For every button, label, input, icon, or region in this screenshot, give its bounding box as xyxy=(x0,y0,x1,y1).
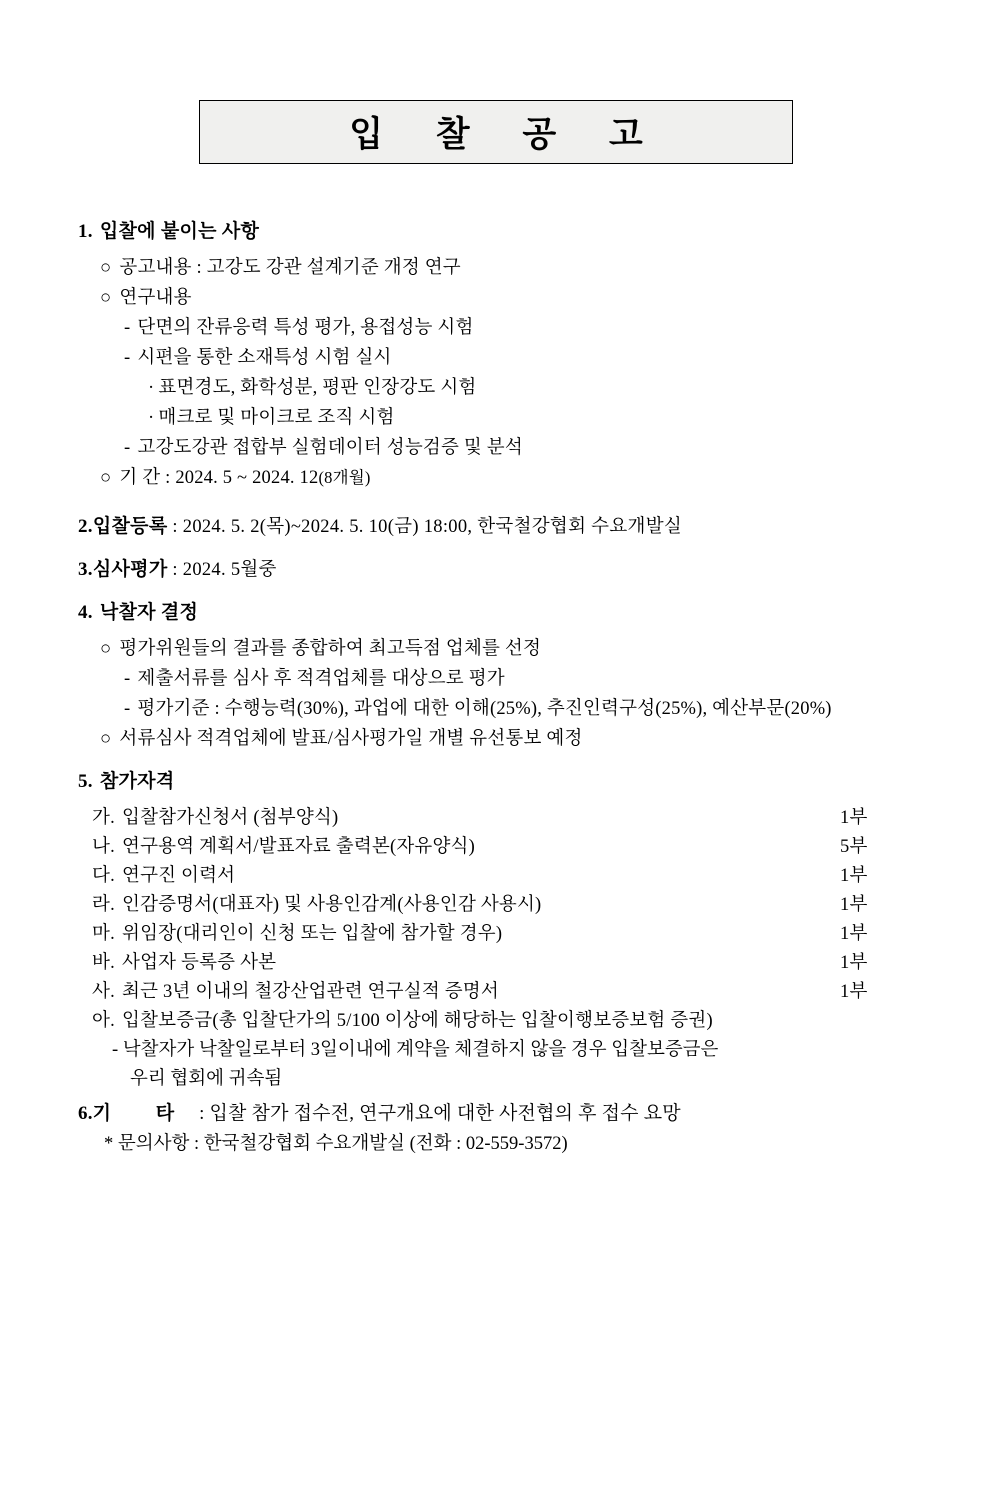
list-item xyxy=(92,832,932,858)
list-item-text: 제출서류를 심사 후 적격업체를 대상으로 평가 xyxy=(137,669,505,689)
list-item-text: 단면의 잔류응력 특성 평가, 용접성능 시험 xyxy=(137,318,474,338)
page-title: 입 찰 공 고 xyxy=(349,115,665,154)
section-1-number: 1. xyxy=(78,221,93,242)
section-6-title: 기 타 xyxy=(92,1103,195,1124)
section-4-heading xyxy=(78,597,932,624)
document-content xyxy=(0,216,992,1155)
list-item xyxy=(100,253,932,279)
section-4-title: 낙찰자 결정 xyxy=(99,602,199,623)
section-5-title: 참가자격 xyxy=(99,771,175,792)
list-item xyxy=(112,1035,932,1061)
item-label: 다. xyxy=(92,866,115,886)
dash-marker-icon: - xyxy=(124,318,131,338)
section-3-title: 심사평가 xyxy=(92,559,168,580)
list-item-text: 서류심사 적격업체에 발표/심사평가일 개별 유선통보 예정 xyxy=(119,729,583,749)
list-item xyxy=(92,803,932,829)
qualification-list xyxy=(78,803,932,1032)
list-item-text: 공고내용 : 고강도 강관 설계기준 개정 연구 xyxy=(119,258,461,278)
dash-marker-icon: - xyxy=(124,348,131,368)
item-label: 마. xyxy=(92,924,115,944)
section-5-heading xyxy=(78,766,932,793)
section-2-title: 입찰등록 xyxy=(92,516,168,537)
dash-marker-icon: - xyxy=(112,1040,119,1060)
list-item-text: 표면경도, 화학성분, 평판 인장강도 시험 xyxy=(158,378,477,398)
item-label: 아. xyxy=(92,1011,115,1031)
list-item xyxy=(148,373,932,399)
item-text: 최근 3년 이내의 철강산업관련 연구실적 증명서 xyxy=(122,982,499,1002)
list-item xyxy=(124,433,932,459)
item-count: 1부 xyxy=(840,953,868,973)
dot-marker-icon: · xyxy=(148,378,155,398)
item-count: 1부 xyxy=(840,895,868,915)
list-item xyxy=(148,403,932,429)
section-2-number: 2. xyxy=(78,516,93,537)
item-count: 1부 xyxy=(840,982,868,1002)
dash-marker-icon: - xyxy=(124,438,131,458)
dash-marker-icon: - xyxy=(124,669,131,689)
list-item-text: 기 간 : 2024. 5 ~ 2024. 12 xyxy=(119,468,319,488)
list-item xyxy=(92,948,932,974)
list-item xyxy=(100,283,932,309)
list-item-text: 평가기준 : 수행능력(30%), 과업에 대한 이해(25%), 추진인력구성(25%), 예산부문(20%) xyxy=(137,699,832,719)
item-text: 연구진 이력서 xyxy=(122,866,236,886)
list-item xyxy=(92,919,932,945)
list-item-text: 평가위원들의 결과를 종합하여 최고득점 업체를 선정 xyxy=(119,639,542,659)
item-count: 1부 xyxy=(840,924,868,944)
list-item-text: 연구내용 xyxy=(119,288,192,308)
item-label: 라. xyxy=(92,895,115,915)
list-item-text: 매크로 및 마이크로 조직 시험 xyxy=(158,408,395,428)
section-3-number: 3. xyxy=(78,559,93,580)
circle-marker-icon: ○ xyxy=(100,639,112,659)
item-label: 나. xyxy=(92,837,115,857)
list-item xyxy=(124,343,932,369)
section-2-heading xyxy=(78,511,932,538)
section-6-heading xyxy=(78,1098,932,1125)
document-page xyxy=(0,100,992,1503)
list-item xyxy=(100,463,932,489)
item-text: 위임장(대리인이 신청 또는 입찰에 참가할 경우) xyxy=(122,924,503,944)
note-text-line-1: 낙찰자가 낙찰일로부터 3일이내에 계약을 체결하지 않을 경우 입찰보증금은 xyxy=(122,1040,719,1060)
list-item xyxy=(92,861,932,887)
list-item xyxy=(92,977,932,1003)
dot-marker-icon: · xyxy=(148,408,155,428)
circle-marker-icon: ○ xyxy=(100,258,112,278)
contact-info: * 문의사항 : 한국철강협회 수요개발실 (전화 : 02-559-3572) xyxy=(104,1134,568,1154)
title-container xyxy=(0,100,992,164)
item-label: 가. xyxy=(92,808,115,828)
list-item xyxy=(92,1006,932,1032)
section-3-heading xyxy=(78,554,932,581)
item-text: 입찰보증금(총 입찰단가의 5/100 이상에 해당하는 입찰이행보증보험 증권) xyxy=(122,1011,713,1031)
list-item xyxy=(100,634,932,660)
section-1-heading xyxy=(78,216,932,243)
list-item-suffix: (8개월) xyxy=(318,468,371,487)
dash-marker-icon: - xyxy=(124,699,131,719)
list-item-text: 고강도강관 접합부 실험데이터 성능검증 및 분석 xyxy=(137,438,523,458)
item-text: 사업자 등록증 사본 xyxy=(122,953,277,973)
circle-marker-icon: ○ xyxy=(100,468,112,488)
section-5-number: 5. xyxy=(78,771,93,792)
list-item-text: 시편을 통한 소재특성 시험 실시 xyxy=(137,348,392,368)
list-item xyxy=(124,664,932,690)
note-text-line-2: 우리 협회에 귀속됨 xyxy=(130,1069,283,1089)
section-6-text: : 입찰 참가 접수전, 연구개요에 대한 사전협의 후 접수 요망 xyxy=(194,1103,681,1124)
item-label: 사. xyxy=(92,982,115,1002)
section-2-text: : 2024. 5. 2(목)~2024. 5. 10(금) 18:00, 한국철강협회 수요개발실 xyxy=(167,517,683,537)
title-box xyxy=(199,100,793,164)
item-text: 연구용역 계획서/발표자료 출력본(자유양식) xyxy=(122,837,475,857)
item-count: 1부 xyxy=(840,866,868,886)
list-item xyxy=(124,313,932,339)
circle-marker-icon: ○ xyxy=(100,729,112,749)
list-item xyxy=(124,694,932,720)
section-4-number: 4. xyxy=(78,602,93,623)
item-count: 1부 xyxy=(840,808,868,828)
list-item xyxy=(92,890,932,916)
circle-marker-icon: ○ xyxy=(100,288,112,308)
section-1-title: 입찰에 붙이는 사항 xyxy=(99,221,260,242)
section-6-number: 6. xyxy=(78,1103,93,1124)
item-text: 입찰참가신청서 (첨부양식) xyxy=(122,808,339,828)
section-3-text: : 2024. 5월중 xyxy=(167,560,277,580)
item-label: 바. xyxy=(92,953,115,973)
item-text: 인감증명서(대표자) 및 사용인감계(사용인감 사용시) xyxy=(122,895,542,915)
list-item xyxy=(100,724,932,750)
item-count: 5부 xyxy=(840,837,868,857)
